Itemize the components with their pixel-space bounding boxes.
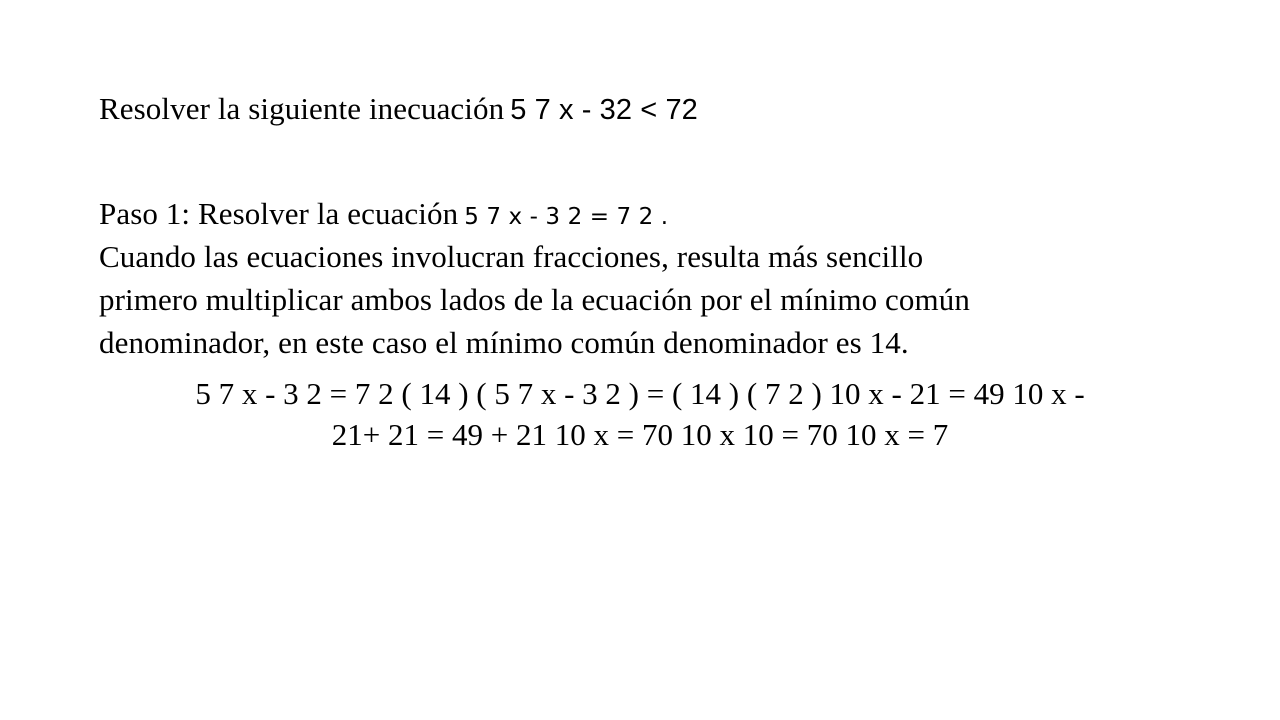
title-text: Resolver la siguiente inecuación xyxy=(99,91,505,126)
paragraph-line-3: denominador, en este caso el mínimo común denominador es 14. xyxy=(99,325,909,360)
step-line xyxy=(99,195,668,236)
title-line xyxy=(99,90,698,129)
paragraph-line-2: primero multiplicar ambos lados de la ecuación por el mínimo común xyxy=(99,282,970,317)
title-expression: 5 7 x - 32 < 72 xyxy=(510,94,698,126)
equation-line-1: 5 7 x - 3 2 = 7 2 ( 14 ) ( 5 7 x - 3 2 ) = ( 14 ) ( 7 2 ) 10 x - 21 = 49 10 x - xyxy=(195,376,1085,411)
step-text: Paso 1: Resolver la ecuación xyxy=(99,196,459,231)
equation-line-2: 21+ 21 = 49 + 21 10 x = 70 10 x 10 = 70 10 x = 7 xyxy=(331,417,949,452)
step-expression: 5 7 x - 3 2 = 7 2 . xyxy=(464,204,669,230)
paragraph-line-1: Cuando las ecuaciones involucran fracciones, resulta más sencillo xyxy=(99,239,924,274)
